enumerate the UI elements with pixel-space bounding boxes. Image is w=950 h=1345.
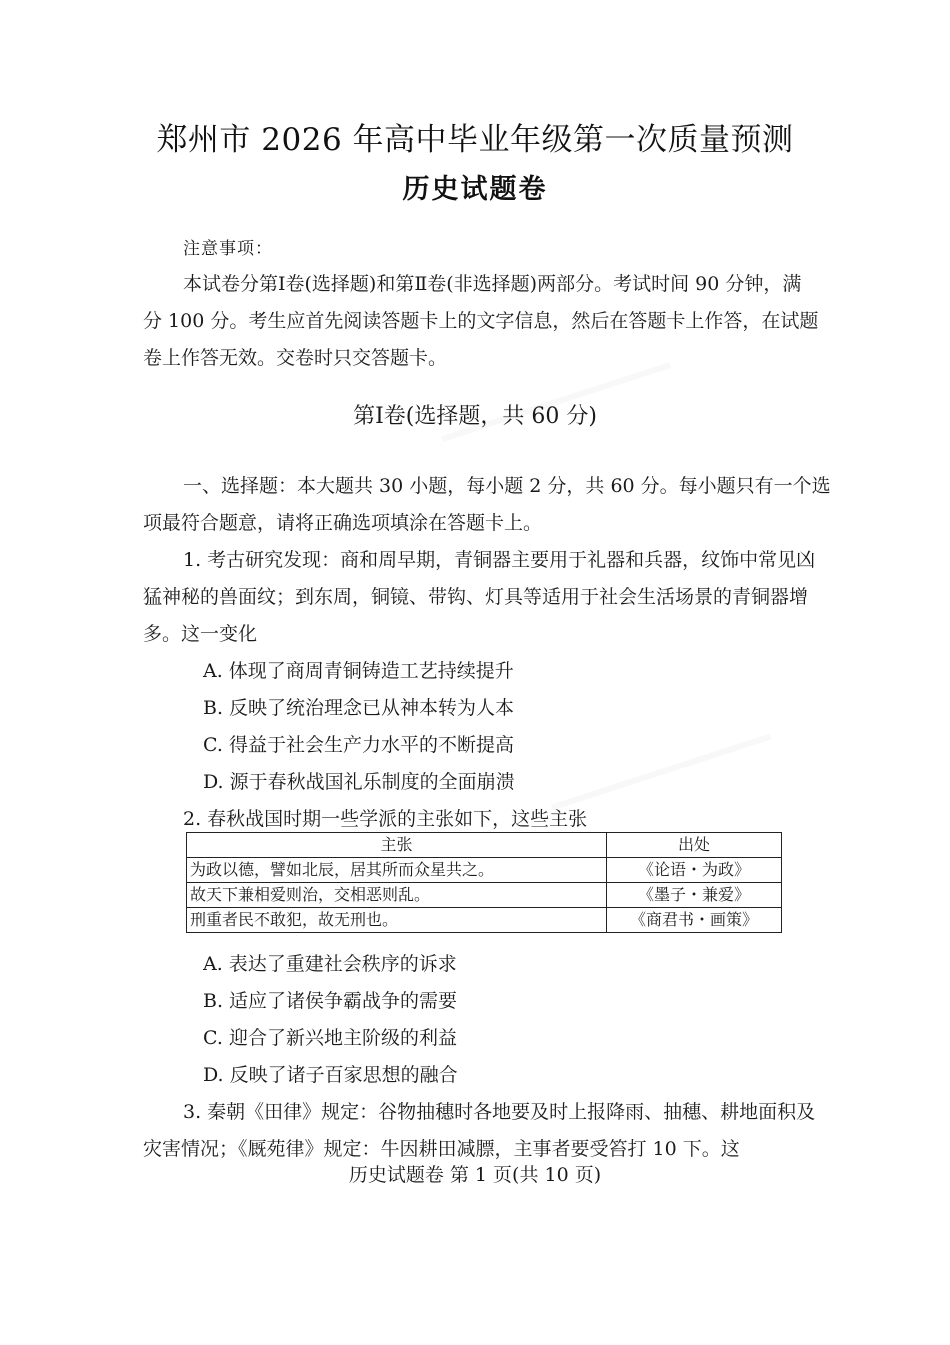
table-row (187, 883, 782, 908)
question-1-stem: 猛神秘的兽面纹；到东周，铜镜、带钩、灯具等适用于社会生活场景的青铜器增 (143, 586, 809, 608)
notice-line: 卷上作答无效。交卷时只交答题卡。 (143, 347, 448, 369)
table-cell-source: 《论语・为政》 (607, 858, 782, 883)
notice-line: 分 100 分。考生应首先阅读答题卡上的文字信息，然后在答题卡上作答，在试题 (143, 310, 819, 332)
exam-subtitle: 历史试题卷 (402, 174, 548, 205)
question-2-option-d: D. 反映了诸子百家思想的融合 (203, 1064, 458, 1086)
table-cell-claim: 为政以德，譬如北辰，居其所而众星共之。 (187, 858, 607, 883)
section-instruction: 项最符合题意，请将正确选项填涂在答题卡上。 (143, 512, 543, 534)
table-cell-source: 《商君书・画策》 (607, 908, 782, 933)
table-cell-source: 《墨子・兼爱》 (607, 883, 782, 908)
notice-line: 本试卷分第Ⅰ卷(选择题)和第Ⅱ卷(非选择题)两部分。考试时间 90 分钟，满 (183, 273, 802, 295)
question-2-option-a: A. 表达了重建社会秩序的诉求 (203, 953, 457, 975)
watermark-mark (539, 696, 772, 811)
table-cell-claim: 故天下兼相爱则治，交相恶则乱。 (187, 883, 607, 908)
exam-title: 郑州市 2026 年高中毕业年级第一次质量预测 (156, 122, 794, 158)
page-footer: 历史试题卷 第 1 页(共 10 页) (348, 1164, 602, 1186)
notice-label: 注意事项： (183, 239, 273, 259)
question-2-option-c: C. 迎合了新兴地主阶级的利益 (203, 1027, 457, 1049)
question-3-stem: 灾害情况；《厩苑律》规定：牛因耕田减膘，主事者要受笞打 10 下。这 (143, 1138, 740, 1160)
table-row (187, 908, 782, 933)
section-title: 第Ⅰ卷(选择题，共 60 分) (353, 404, 597, 429)
question-1-option-d: D. 源于春秋战国礼乐制度的全面崩溃 (203, 771, 515, 793)
question-3-stem: 3. 秦朝《田律》规定：谷物抽穗时各地要及时上报降雨、抽穗、耕地面积及 (183, 1101, 816, 1123)
table-header-row (187, 833, 782, 858)
table-header-claim: 主张 (187, 833, 607, 858)
section-instruction: 一、选择题：本大题共 30 小题，每小题 2 分，共 60 分。每小题只有一个选 (183, 475, 831, 497)
question-2-option-b: B. 适应了诸侯争霸战争的需要 (203, 990, 458, 1012)
question-1-stem: 1. 考古研究发现：商和周早期，青铜器主要用于礼器和兵器，纹饰中常见凶 (183, 549, 816, 571)
question-1-option-c: C. 得益于社会生产力水平的不断提高 (203, 734, 514, 756)
question-1-option-b: B. 反映了统治理念已从神本转为人本 (203, 697, 515, 719)
table-header-source: 出处 (607, 833, 782, 858)
question-2-stem: 2. 春秋战国时期一些学派的主张如下，这些主张 (183, 808, 588, 830)
question-2-table (186, 832, 782, 933)
table-cell-claim: 刑重者民不敢犯，故无刑也。 (187, 908, 607, 933)
question-1-stem: 多。这一变化 (143, 623, 258, 645)
question-1-option-a: A. 体现了商周青铜铸造工艺持续提升 (203, 660, 514, 682)
table-row (187, 858, 782, 883)
